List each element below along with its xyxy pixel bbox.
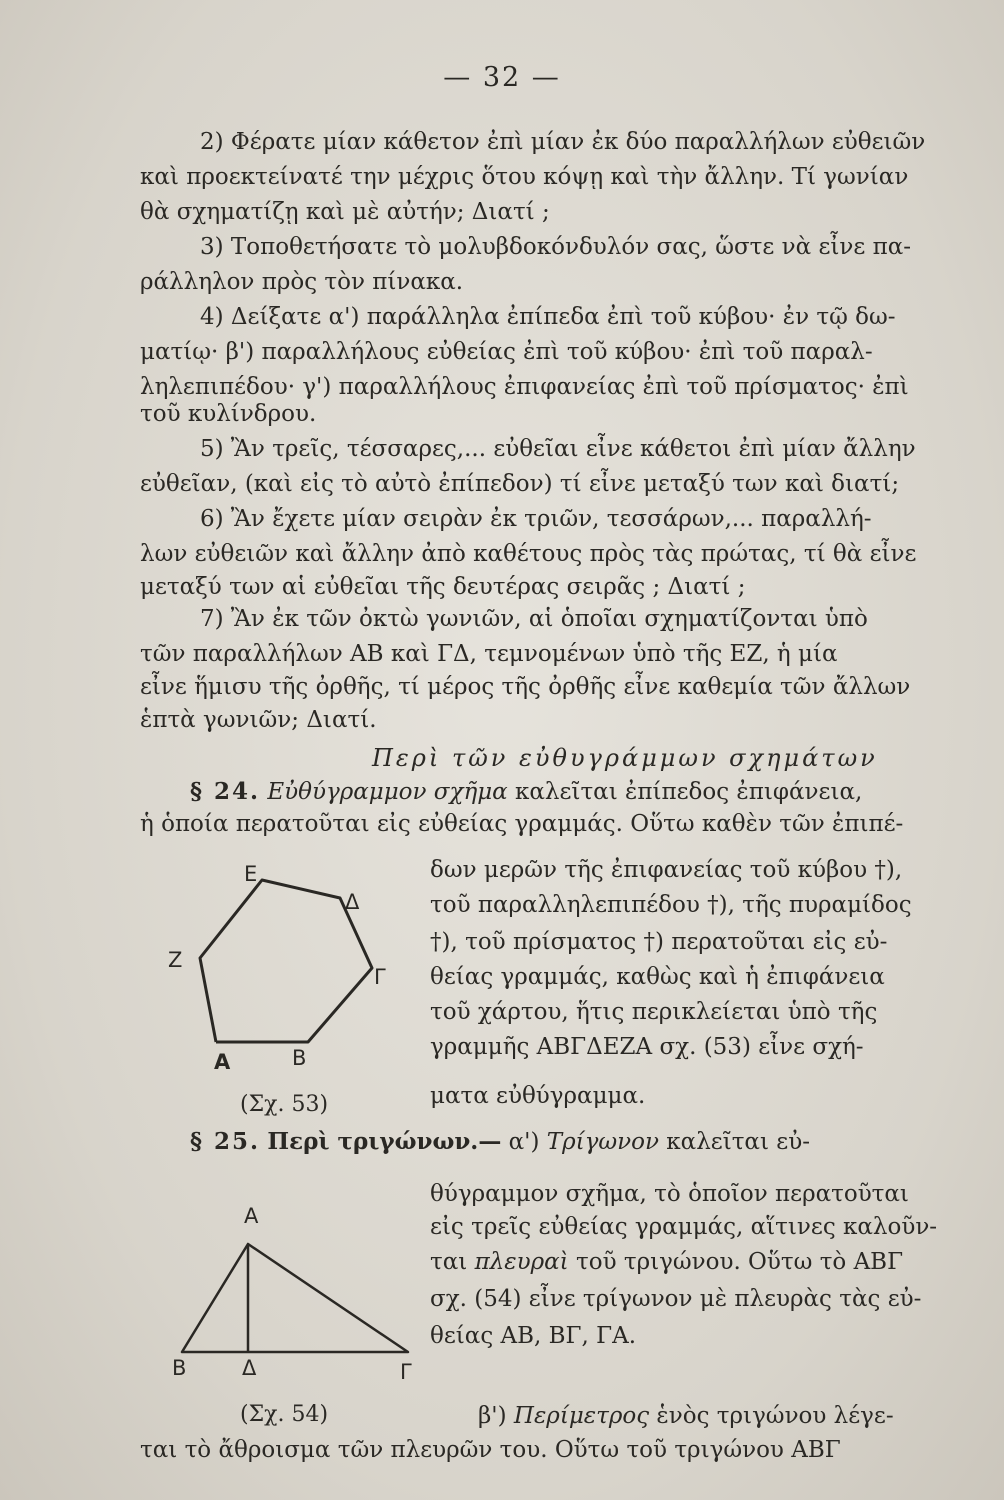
text-line: ἡ ὁποία περατοῦται εἰς εὐθείας γραμμάς. Οὕτω καθὲν τῶν ἐπιπέ- — [140, 811, 904, 837]
text-span: ται — [430, 1249, 475, 1275]
text-line: τοῦ χάρτου, ἥτις περικλείεται ὑπὸ τῆς — [430, 999, 878, 1025]
text-line: γραμμῆς ΑΒΓΔΕΖΑ σχ. (53) εἶνε σχή- — [430, 1034, 864, 1060]
section-number: § 24. — [190, 778, 261, 805]
defined-term: πλευραὶ — [474, 1249, 569, 1275]
text-line: ματα εὐθύγραμμα. — [430, 1083, 646, 1109]
text-line: 3) Τοποθετήσατε τὸ μολυβδοκόνδυλόν σας, ὥστε νὰ εἶνε πα- — [200, 234, 912, 260]
defined-term: Περίμετρος — [513, 1403, 650, 1429]
text-line: 6) Ἂν ἔχετε μίαν σειρὰν ἐκ τριῶν, τεσσάρων,... παραλλή- — [200, 506, 872, 532]
section-title: Περὶ τριγώνων.— — [267, 1128, 502, 1155]
fig53-label-z: Z — [168, 948, 183, 972]
fig53-label-e: E — [244, 862, 258, 886]
text-line: θείας γραμμάς, καθὼς καὶ ἡ ἐπιφάνεια — [430, 964, 885, 990]
text-line: εἰς τρεῖς εὐθείας γραμμάς, αἵτινες καλοῦν- — [430, 1214, 938, 1240]
text-line: δων μερῶν τῆς ἐπιφανείας τοῦ κύβου †), — [430, 857, 903, 883]
defined-term: Εὐθύγραμμον σχῆμα — [267, 779, 508, 805]
text-line: εἶνε ἥμισυ τῆς ὀρθῆς, τί μέρος τῆς ὀρθῆς εἶνε καθεμία τῶν ἄλλων — [140, 674, 911, 700]
text-line: 5) Ἂν τρεῖς, τέσσαρες,... εὐθεῖαι εἶνε κάθετοι ἐπὶ μίαν ἄλλην — [200, 436, 916, 462]
text-span: α') — [501, 1129, 547, 1155]
fig53-label-g: Γ — [374, 965, 386, 989]
text-span: καλεῖται ἐπίπεδος ἐπιφάνεια, — [507, 779, 863, 805]
text-line: εὐθεῖαν, (καὶ εἰς τὸ αὐτὸ ἐπίπεδον) τί εἶνε μεταξύ των καὶ διατί; — [140, 471, 900, 497]
text-span: καλεῖται εὐ- — [658, 1129, 810, 1155]
text-span: β') — [478, 1403, 514, 1429]
fig54-label-d: Δ — [242, 1356, 257, 1380]
text-line: ται τὸ ἄθροισμα τῶν πλευρῶν του. Οὕτω τοῦ τριγώνου ΑΒΓ — [140, 1437, 841, 1463]
text-line: 2) Φέρατε μίαν κάθετον ἐπὶ μίαν ἐκ δύο παραλλήλων εὐθειῶν — [200, 129, 926, 155]
text-span: τοῦ τριγώνου. Οὕτω τὸ ΑΒΓ — [568, 1249, 904, 1275]
text-line: †), τοῦ πρίσματος †) περατοῦται εἰς εὐ- — [430, 929, 888, 955]
section-number: § 25. — [190, 1128, 261, 1155]
fig53-caption: (Σχ. 53) — [240, 1092, 329, 1117]
page-number: — 32 — — [443, 62, 561, 93]
fig54-label-b: B — [172, 1356, 187, 1380]
text-line: ματίῳ· β') παραλλήλους εὐθείας ἐπὶ τοῦ κύβου· ἐπὶ τοῦ παραλ- — [140, 339, 873, 365]
text-line: 7) Ἂν ἐκ τῶν ὀκτὼ γωνιῶν, αἱ ὁποῖαι σχηματίζονται ὑπὸ — [200, 606, 868, 632]
text-line: ληλεπιπέδου· γ') παραλλήλους ἐπιφανείας ἐπὶ τοῦ πρίσματος· ἐπὶ — [140, 374, 909, 400]
text-line: ἑπτὰ γωνιῶν; Διατί. — [140, 707, 377, 733]
text-line: μεταξύ των αἱ εὐθεῖαι τῆς δευτέρας σειρᾶς ; Διατί ; — [140, 574, 746, 600]
fig54-label-g: Γ — [400, 1360, 412, 1384]
text-line: θύγραμμον σχῆμα, τὸ ὁποῖον περατοῦται — [430, 1181, 909, 1207]
fig53-label-b: B — [292, 1046, 307, 1070]
text-line: καὶ προεκτείνατέ την μέχρις ὅτου κόψῃ καὶ τὴν ἄλλην. Τί γωνίαν — [140, 164, 909, 190]
text-line — [478, 1402, 894, 1430]
defined-term: Τρίγωνον — [546, 1129, 659, 1155]
text-line: σχ. (54) εἶνε τρίγωνον μὲ πλευρὰς τὰς εὐ- — [430, 1286, 922, 1312]
text-line: τῶν παραλλήλων ΑΒ καὶ ΓΔ, τεμνομένων ὑπὸ τῆς ΕΖ, ἡ μία — [140, 641, 838, 667]
text-line: ράλληλον πρὸς τὸν πίνακα. — [140, 269, 464, 295]
text-line: 4) Δείξατε α') παράλληλα ἐπίπεδα ἐπὶ τοῦ κύβου· ἐν τῷ δω- — [200, 304, 896, 330]
fig53-label-d: Δ — [345, 890, 360, 914]
text-line: τοῦ παραλληλεπιπέδου †), τῆς πυραμίδος — [430, 892, 912, 918]
text-line: λων εὐθειῶν καὶ ἄλλην ἀπὸ καθέτους πρὸς τὰς πρώτας, τί θὰ εἶνε — [140, 541, 917, 567]
section-heading: Περὶ τῶν εὐθυγράμμων σχημάτων — [372, 744, 878, 772]
fig54-label-a: A — [244, 1204, 259, 1228]
fig54-caption: (Σχ. 54) — [240, 1402, 329, 1427]
text-line: τοῦ κυλίνδρου. — [140, 401, 317, 427]
text-line: θὰ σχηματίζῃ καὶ μὲ αὐτήν; Διατί ; — [140, 199, 550, 225]
fig53-label-a: A — [214, 1050, 231, 1074]
text-line: θείας ΑΒ, ΒΓ, ΓΑ. — [430, 1323, 637, 1349]
text-span: ἑνὸς τριγώνου λέγε- — [649, 1403, 894, 1429]
